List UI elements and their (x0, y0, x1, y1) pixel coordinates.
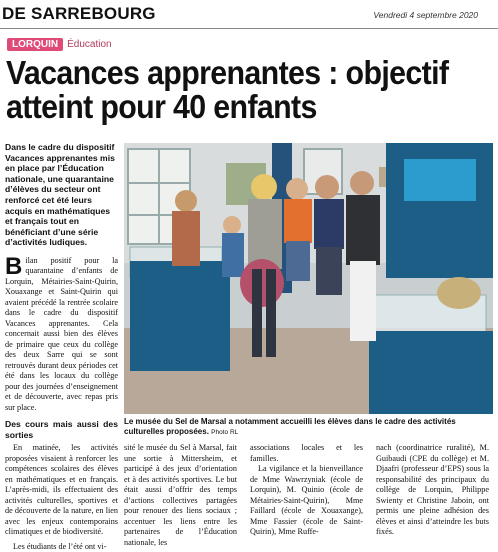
headline (6, 56, 453, 124)
intertitle: Des cours mais aussi des sorties (5, 419, 118, 440)
body-column-3-paragraph-1: associations locales et les familles. (250, 443, 363, 463)
body-column-3-paragraph-2: La vigilance et la bienveillance de Mme Wawrzyniak (école de Lorquin), M. Quinio (école de Métairies-Saint-Quirin), Mme Faillard (école de Xouaxange), Mme Fassier (école de Saint-Quirin), Mme Ruffe- (250, 464, 363, 536)
body-paragraph-1 (5, 252, 118, 414)
museum-scene-illustration (124, 143, 493, 414)
body-column-4-text: nach (coordinatrice ruralité), M. Guibaudi (CPE du collège) et M. Djaafri (professeur d’EPS) sous la responsabilité des principaux du collège de Lorquin, Philippe Swienty et Christine Jaboin, ont permis une pleine adhésion des élèves et ainsi d’atteindre les buts fixés. (376, 443, 489, 536)
category-label: Éducation (67, 39, 112, 50)
headline-line-1: Vacances apprenantes : objectif (6, 54, 449, 91)
photo-caption (124, 417, 493, 438)
page-header (0, 0, 498, 29)
lead-paragraph: Dans le cadre du dispositif Vacances apprenantes mis en place par l’Éducation nationale, une quarantaine d’élèves du secteur ont renforcé cet été leurs acquis en mathématiques et français tout en bénéficiant d’une série d’activités ludiques. (5, 142, 115, 248)
publication-date: Vendredi 4 septembre 2020 (373, 10, 478, 20)
article-column-4 (376, 443, 489, 538)
article-column-2 (124, 443, 237, 548)
body-paragraph-3: Les étudiants de l’été ont vi- (13, 541, 107, 551)
body-column-2-text: sité le musée du Sel à Marsal, fait une sortie à Mittersheim, et participé à des jeux d’orientation et à des activités sportives. Le but était aussi d’offrir des temps d’actions collectives partagées pour renouer des liens sociaux ; accentuer les liens entre les partenaires de l’Éducation nationale, les (124, 443, 237, 547)
caption-text: Le musée du Sel de Marsal a notamment accueilli les élèves dans le cadre des activités culturelles proposées. (124, 417, 456, 436)
body-paragraph-2: En matinée, les activités proposées visaient à renforcer les compétences scolaires des élèves en mathématiques et en français. L’après-midi, ils effectuaient des activités culturelles, sportives et de découverte de la nature, en lien avec les enjeux contemporains climatiques et de biodiversité. (5, 443, 118, 537)
section-title: DE SARREBOURG (2, 4, 156, 23)
photo-credit: Photo RL (211, 429, 239, 436)
article-column-3 (250, 443, 363, 538)
article-column-1 (5, 142, 118, 552)
drop-cap: B (5, 252, 23, 280)
article-tags (7, 38, 112, 51)
article-photo (124, 143, 493, 414)
location-tag: LORQUIN (7, 38, 63, 51)
body-paragraph-1-text: ilan positif pour la quarantaine d’enfants de Lorquin, Métairies-Saint-Quirin, Xouaxange et Saint-Quirin qui avaient précédé la rentrée scolaire dans le cadre du dispositif Vacances apprenantes. Cela concernait aussi bien des élèves de primaire que ceux du collège des deux Sarre qui se sont retrouvés durant deux périodes cet été dans les locaux du collège pour des journées d’enseignement et de découverte, avec repas pris sur place. (5, 255, 118, 412)
headline-line-2: atteint pour 40 enfants (6, 88, 317, 125)
